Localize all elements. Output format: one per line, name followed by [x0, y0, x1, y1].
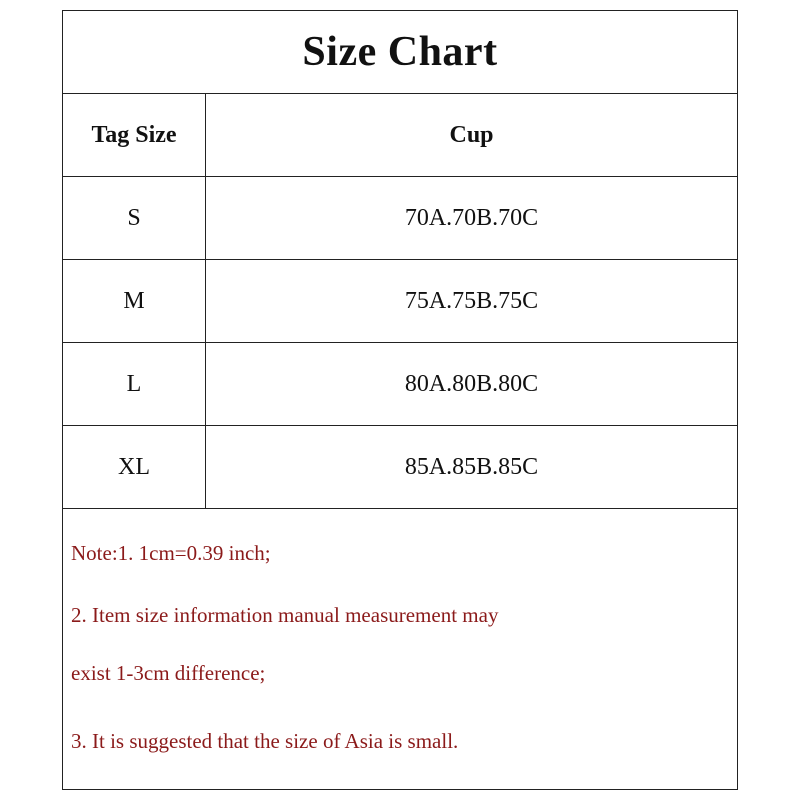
- table-row: [63, 260, 737, 343]
- header-cup: Cup: [449, 121, 494, 148]
- tag-size-cell: L: [63, 343, 206, 425]
- cup-cell: 75A.75B.75C: [404, 287, 539, 314]
- table-row: [63, 426, 737, 509]
- size-chart-table: [62, 10, 738, 790]
- notes-section: [63, 503, 737, 789]
- header-row: [63, 94, 737, 177]
- cup-cell: 80A.80B.80C: [404, 370, 539, 397]
- note-2-continued: exist 1-3cm difference;: [71, 661, 266, 685]
- cup-cell: 85A.85B.85C: [404, 453, 539, 480]
- tag-size-cell: S: [63, 177, 206, 259]
- chart-title: Size Chart: [302, 29, 498, 75]
- note-2: 2. Item size information manual measurement may: [71, 603, 499, 627]
- title-row: [63, 11, 737, 94]
- header-tag-size: Tag Size: [63, 94, 206, 176]
- table-row: [63, 177, 737, 260]
- table-row: [63, 343, 737, 426]
- note-3: 3. It is suggested that the size of Asia is small.: [71, 729, 459, 753]
- cup-cell: 70A.70B.70C: [404, 204, 539, 231]
- tag-size-cell: M: [63, 260, 206, 342]
- note-1: Note:1. 1cm=0.39 inch;: [71, 541, 271, 565]
- tag-size-cell: XL: [63, 426, 206, 508]
